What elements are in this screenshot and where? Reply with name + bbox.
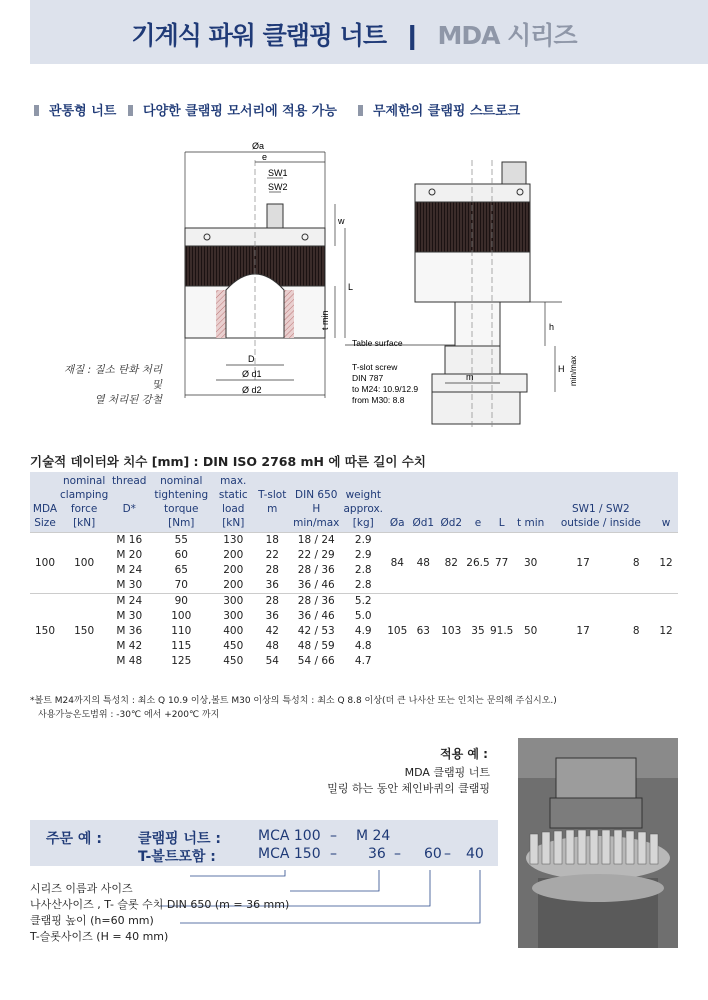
feature-1: 관통형 너트 (34, 100, 116, 119)
col-mda: MDA Size (30, 472, 60, 533)
dim-D-label: D (248, 354, 255, 364)
order-row2-sep-1: – (330, 846, 337, 862)
material-note: 재질 : 질소 탄화 처리 및 열 처리된 강철 (63, 364, 162, 406)
feature-2: 다양한 클램핑 모서리에 적용 가능 (128, 100, 337, 119)
footnote-temperature: 사용가능온도범위 : -30℃ 에서 +200℃ 까지 (38, 710, 220, 720)
feature-3: 무제한의 클램핑 스트로크 (358, 100, 520, 119)
table-row: 100 100 M 16 55 130 18 18 / 24 2.9 84 48 82 26.5 77 30 17 8 12 (30, 533, 678, 549)
col-load: max. static load [kN] (212, 472, 254, 533)
nut-with-tbolt-view (415, 160, 530, 430)
dim-minmax-label: min/max (569, 355, 578, 386)
tslot-label-1: T-slot screw (352, 362, 398, 372)
dim-d1-label: Ø d1 (242, 369, 262, 379)
dim-e-label: e (262, 152, 268, 162)
table-row: M 36 110 400 42 42 / 53 4.9 (116, 625, 372, 637)
order-row2-sep-3: – (444, 846, 451, 862)
order-row1-code-2: M 24 (356, 828, 391, 844)
bullet-square-icon (358, 105, 363, 116)
tech-data-title: 기술적 데이터와 치수 [mm] : DIN ISO 2768 mH 에 따른 길이 수치 (30, 454, 426, 469)
dim-h-label: h (549, 322, 555, 332)
title-separator: ❙ (401, 21, 422, 50)
table-header-row (30, 472, 678, 533)
dim-oa-label: Øa (252, 141, 265, 151)
footnotes (30, 694, 557, 722)
dim-H-label: H (558, 364, 565, 374)
table-row: M 42 115 450 48 48 / 59 4.8 (116, 640, 372, 652)
bullet-square-icon (128, 105, 133, 116)
dim-sw2-label: SW2 (268, 182, 288, 192)
tslot-label-2: DIN 787 (352, 373, 384, 383)
technical-drawing (170, 140, 590, 435)
dim-d2-label: Ø d2 (242, 385, 262, 395)
col-L: L (490, 472, 514, 533)
order-row2-code-3: 60 (424, 846, 442, 862)
order-row1-name: 클램핑 너트 : (138, 831, 221, 847)
application-line-2: 밀링 하는 동안 체인바퀴의 클램핑 (327, 782, 490, 795)
col-tslot: T-slot m (254, 472, 290, 533)
table-surface-label: Table surface (352, 338, 403, 348)
application-line-1: MDA 클램핑 너트 (404, 766, 490, 779)
col-od1: Ød1 (410, 472, 436, 533)
col-w: w (654, 472, 678, 533)
col-oa: Øa (384, 472, 410, 533)
order-row2-code-4: 40 (466, 846, 484, 862)
table-row: M 48 125 450 54 54 / 66 4.7 (116, 655, 372, 667)
col-torque: nominal tightening torque [Nm] (150, 472, 212, 533)
title-series: MDA 시리즈 (437, 21, 577, 50)
col-force: nominal clamping force [kN] (60, 472, 108, 533)
table-row: 150 150 M 24 90 300 28 28 / 36 5.2 105 63 103 35 91.5 50 17 8 12 (30, 594, 678, 610)
application-title: 적용 예 : (440, 747, 488, 761)
footnote-bolt: *볼트 M24까지의 특성치 : 최소 Q 10.9 이상,볼트 M30 이상의 특성치 : 최소 Q 8.8 이상(더 큰 나사산 또는 인치는 문의해 주십시오.) (30, 696, 557, 706)
page-title (0, 16, 708, 52)
order-row1-code-1: MCA 100 (258, 828, 321, 844)
col-tmin: t min (514, 472, 548, 533)
nut-side-view (185, 160, 325, 380)
dim-m-label: m (466, 372, 474, 382)
order-label: 주문 예 : (46, 831, 102, 847)
col-od2: Ød2 (436, 472, 466, 533)
application-photo (518, 738, 678, 948)
col-thread: thread D* (108, 472, 150, 533)
table-row: M 24 65 200 28 28 / 36 2.8 (116, 564, 372, 576)
table-row: M 20 60 200 22 22 / 29 2.9 (116, 549, 372, 561)
table-row: M 30 100 300 36 36 / 46 5.0 (116, 610, 372, 622)
col-sw: SW1 / SW2 outside / inside (548, 472, 654, 533)
legend-thread-size: 나사산사이즈 , T- 슬롯 수치 DIN 650 (m = 36 mm) (30, 898, 290, 911)
col-din650: DIN 650 H min/max (290, 472, 342, 533)
legend-clamping-height: 클램핑 높이 (h=60 mm) (30, 914, 154, 927)
order-row2-code-2: 36 (368, 846, 386, 862)
col-e: e (466, 472, 489, 533)
title-main: 기계식 파워 클램핑 너트 (131, 21, 387, 50)
order-row1-sep: – (330, 828, 337, 844)
dim-tmin-label: t min (320, 310, 330, 330)
bullet-square-icon (34, 105, 39, 116)
col-weight: weight approx. [kg] (342, 472, 384, 533)
dim-L-label: L (348, 282, 354, 292)
legend-series-size: 시리즈 이름과 사이즈 (30, 882, 133, 895)
dim-sw1-label: SW1 (268, 168, 288, 178)
dim-w-label: w (338, 216, 345, 226)
tslot-label-4: from M30: 8.8 (352, 395, 405, 405)
legend-tslot-size: T-슬롯사이즈 (H = 40 mm) (30, 930, 169, 943)
spec-table (30, 472, 678, 669)
table-row: M 30 70 200 36 36 / 46 2.8 (116, 579, 372, 591)
order-row2-sep-2: – (394, 846, 401, 862)
order-row2-name: T-볼트포함 : (138, 849, 216, 865)
order-row2-code-1: MCA 150 (258, 846, 321, 862)
tslot-label-3: to M24: 10.9/12.9 (352, 384, 419, 394)
